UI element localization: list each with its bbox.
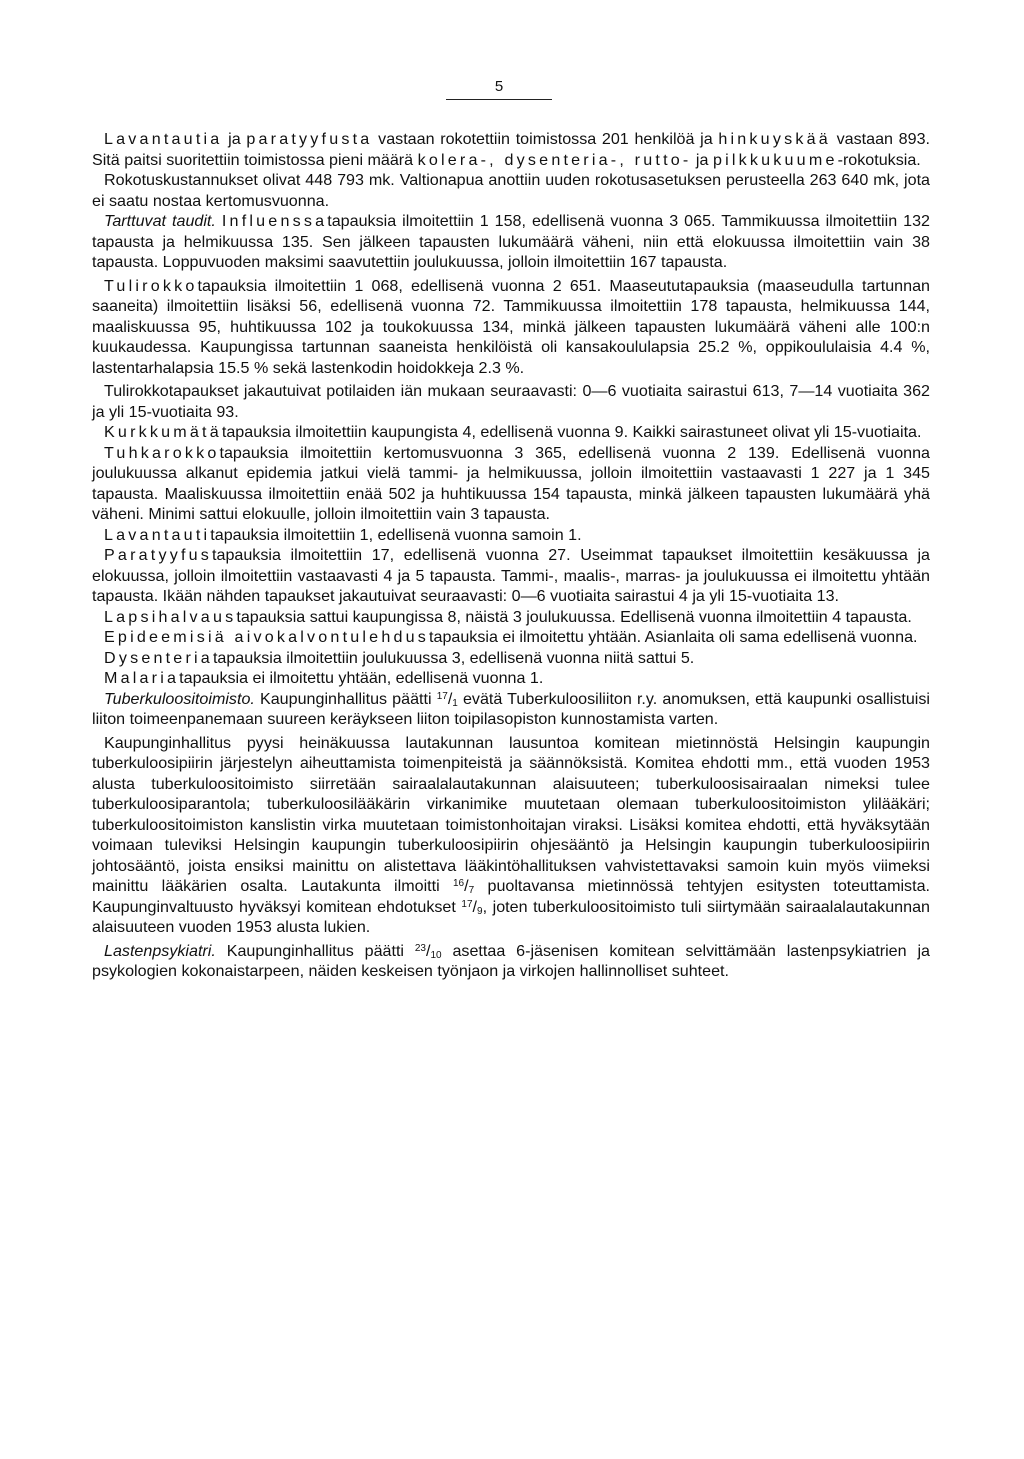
paragraph-vaccinations: Lavantautia ja paratyyfusta vastaan rokotettiin toimistossa 201 henkilöä ja hinkuyskää vastaan 893. Sitä paitsi suoritettiin toimistossa pieni määrä kolera-, dysenteria-, rutto- ja pilkkukuume-rokotuksia. [92, 130, 930, 169]
paragraph-tuberculosis-committee: Kaupunginhallitus pyysi heinäkuussa lautakunnan lausuntoa komitean mietinnöstä Helsingin kaupungin tuberkuloosipiirin järjestelyn aiheuttamista toimenpiteistä ja säännöksistä. Komitea ehdotti mm., että vuoden 1953 alusta tuberkuloositoimisto siirretään sairaalalautakunnan alaisuuteen; tuberkuloosisairaalan nimeksi tulee tuberkuloosiparantola; tuberkuloosilääkärin virkanimike muutetaan olemaan tuberkuloositoimiston ylilääkäri; tuberkuloositoimiston kanslistin virka muutetaan toimistonhoitajan viraksi. Lisäksi komitea ehdotti, että hyväksytään voimaan tuleviksi Helsingin kaupungin tuberkuloosipiirin ohjesääntö ja Helsingin kaupungin tuberkuloosipiirin johtosääntö, joista ensiksi mainittu on alistettava lääkintöhallituksen vahvistettavaksi samoin kuin myös viimeksi mainittu lääkärien osalta. Lautakunta ilmoitti $^{16}/_7$ puoltavansa mietinnössä tehtyjen esitysten toteuttamista. Kaupunginvaltuusto hyväksyi komitean ehdotukset $^{17}/_9$, joten tuberkuloositoimisto tuli siirtymään sairaalalautakunnan alaisuuteen vuoden 1953 alusta lukien. [92, 733, 930, 936]
paragraph-scarlet-fever: Tulirokkotapauksia ilmoitettiin 1 068, edellisenä vuonna 2 651. Maaseututapauksia (maaseudulla tartunnan saaneita) ilmoitettiin lisäksi 56, edellisenä vuonna 72. Tammikuussa ilmoitettiin 178 tapausta, helmikuussa 144, maaliskuussa 95, huhtikuussa 102 ja toukokuussa 134, minkä jälkeen tapausten lukumäärä väheni alle 100:n kuukaudessa. Kaupungissa tartunnan saaneista henkilöistä oli kansakoululapsia 25.2 %, oppikoululaisia 4.4 %, lastentarhalapsia 15.5 % sekä lastenkodin hoidokkeja 2.3 %. [92, 276, 930, 377]
paragraph-measles: Tuhkarokkotapauksia ilmoitettiin kertomusvuonna 3 365, edellisenä vuonna 2 139. Edellisenä vuonna joulukuussa alkanut epidemia jatkui vielä tammi- ja helmikuussa, jolloin ilmoitettiin vastaavasti 1 227 ja 1 345 tapausta. Maaliskuussa ilmoitettiin enää 502 ja huhtikuussa 154 tapausta, minkä jälkeen tapausten lukumäärä yhä väheni. Minimi sattui elokuulle, jolloin ilmoitettiin vain 3 tapausta. [92, 443, 930, 523]
page-number-rule [446, 99, 552, 100]
paragraph-meningitis: Epideemisiä aivokalvontulehdustapauksia ei ilmoitettu yhtään. Asianlaita oli sama edellisenä vuonna. [104, 628, 918, 646]
paragraph-influenza: Tarttuvat taudit. Influenssatapauksia ilmoitettiin 1 158, edellisenä vuonna 3 065. Tammikuussa ilmoitettiin 132 tapausta ja helmikuussa 135. Sen jälkeen tapausten lukumäärä väheni, niin että elokuussa ilmoitettiin vain 38 tapausta. Loppuvuoden maksimi saavutettiin joulukuussa, jolloin ilmoitettiin 167 tapausta. [92, 212, 930, 271]
paragraph-diphtheria: Kurkkumätätapauksia ilmoitettiin kaupungista 4, edellisenä vuonna 9. Kaikki sairastuneet olivat yli 15-vuotiaita. [104, 423, 922, 441]
paragraph-tuberculosis-office: Tuberkuloositoimisto. Kaupunginhallitus päätti $^{17}/_1$ evätä Tuberkuloosiliiton r.y. anomuksen, että kaupunki osallistuisi liiton toimeenpanemaan suureen keräykseen liiton toipilasopiston kunnostamista varten. [92, 689, 930, 728]
paragraph-child-psychiatry: Lastenpsykiatri. Kaupunginhallitus päätti $^{23}/_{10}$ asettaa 6-jäsenisen komitean selvittämään lastenpsykiatrien ja psykologien kokonaistarpeen, näiden keskeisen työnjaon ja virkojen hallinnolliset suhteet. [92, 941, 930, 980]
paragraph-typhoid: Lavantautitapauksia ilmoitettiin 1, edellisenä vuonna samoin 1. [104, 525, 582, 544]
paragraph-malaria: Malariatapauksia ei ilmoitettu yhtään, edellisenä vuonna 1. [104, 669, 544, 687]
section-heading-child-psychiatry: Lastenpsykiatri. [104, 941, 216, 960]
section-heading-infectious-diseases: Tarttuvat taudit. [104, 212, 216, 230]
body-text [92, 129, 930, 982]
paragraph-scarlet-fever-ages: Tulirokkotapaukset jakautuivat potilaiden iän mukaan seuraavasti: 0—6 vuotiaita sairastui 613, 7—14 vuotiaita 362 ja yli 15-vuotiaita 93. [92, 382, 930, 421]
page-number: 5 [494, 78, 504, 95]
paragraph-dysentery: Dysenteriatapauksia ilmoitettiin joulukuussa 3, edellisenä vuonna niitä sattui 5. [104, 648, 695, 667]
paragraph-polio: Lapsihalvaustapauksia sattui kaupungissa 8, näistä 3 joulukuussa. Edellisenä vuonna ilmoitettiin 4 tapausta. [104, 607, 912, 626]
section-heading-tuberculosis-office: Tuberkuloositoimisto. [104, 689, 255, 708]
paragraph-paratyphoid: Paratyyfustapauksia ilmoitettiin 17, edellisenä vuonna 27. Useimmat tapaukset ilmoitettiin kesäkuussa ja elokuussa, jolloin ilmoitettiin vastaavasti 4 ja 5 tapausta. Tammi-, maalis-, marras- ja joulukuussa ei ilmoitettu yhtään tapausta. Ikään nähden tapaukset jakautuivat seuraavasti: 0—6 vuotiaita sairastui 4 ja yli 15-vuotiaita 13. [92, 546, 930, 605]
paragraph-vaccination-costs: Rokotuskustannukset olivat 448 793 mk. Valtionapua anottiin uuden rokotusasetuksen perusteella 263 640 mk, jota ei saatu nostaa kertomusvuonna. [92, 171, 930, 210]
